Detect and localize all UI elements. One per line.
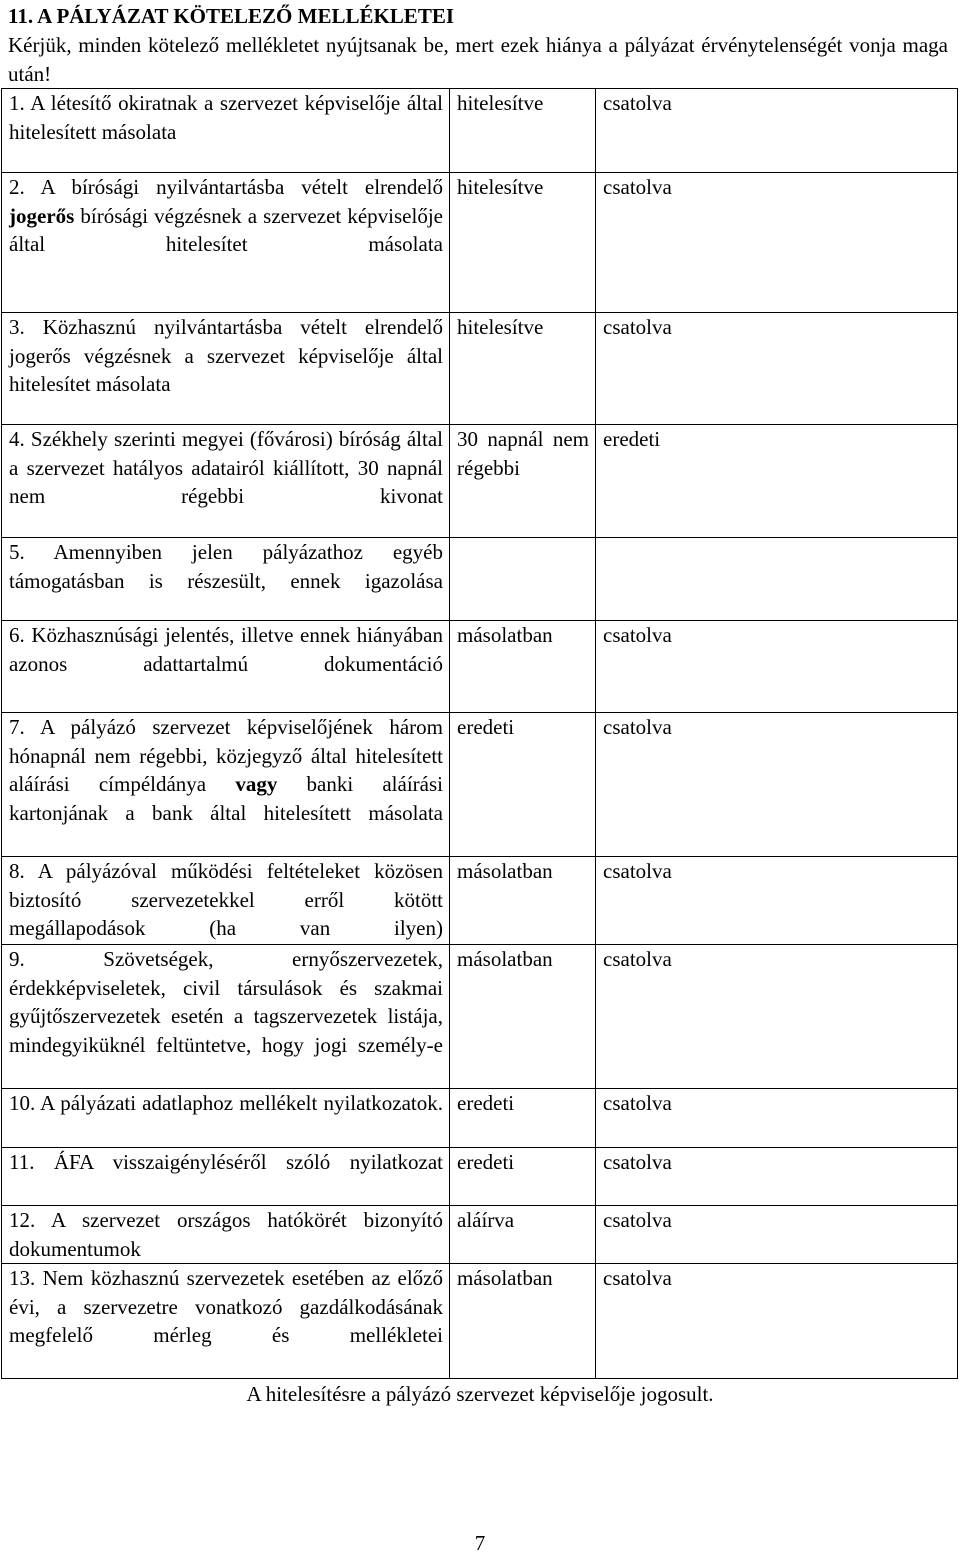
authentication-status: hitelesítve — [450, 313, 596, 425]
attachment-row — [2, 538, 958, 621]
attachment-row — [2, 1089, 958, 1148]
authentication-status: aláírva — [450, 1206, 596, 1264]
authentication-status: másolatban — [450, 1264, 596, 1379]
attachment-description — [2, 425, 450, 538]
authentication-note: A hitelesítésre a pályázó szervezet képviselője jogosult. — [246, 1382, 714, 1406]
attachment-description — [2, 713, 450, 857]
attachment-row — [2, 1206, 958, 1264]
attachment-row — [2, 1264, 958, 1379]
intro-text: Kérjük, minden kötelező mellékletet nyújtsanak be, mert ezek hiánya a pályázat érvénytelenségét vonja maga után! — [8, 33, 948, 86]
description-text: 8. A pályázóval működési feltételeket közösen biztosító szervezetekkel erről kötött megállapodások (ha van ilyen) — [9, 859, 443, 940]
attachment-row — [2, 1148, 958, 1206]
attachment-status: eredeti — [596, 425, 958, 538]
attachment-status: csatolva — [596, 945, 958, 1089]
attachment-row — [2, 313, 958, 425]
attachment-status: csatolva — [596, 621, 958, 713]
description-text: 6. Közhasznúsági jelentés, illetve ennek hiányában azonos adattartalmú dokumentáció — [9, 623, 443, 676]
description-text: 4. Székhely szerinti megyei (fővárosi) bíróság által a szervezet hatályos adatairól kiállított, 30 napnál nem régebbi kivonat — [9, 427, 443, 508]
attachment-status: csatolva — [596, 713, 958, 857]
description-text: 10. A pályázati adatlaphoz mellékelt nyilatkozatok. — [9, 1091, 443, 1115]
description-text: 12. A szervezet országos hatókörét bizonyító dokumentumok — [9, 1208, 443, 1261]
authentication-status: másolatban — [450, 857, 596, 945]
authentication-status: eredeti — [450, 713, 596, 857]
attachment-status — [596, 538, 958, 621]
attachment-status: csatolva — [596, 857, 958, 945]
description-text: 11. ÁFA visszaigényléséről szóló nyilatkozat — [9, 1150, 443, 1174]
description-text: 7. A pályázó szervezet képviselőjének három hónapnál nem régebbi, közjegyző által hitelesített aláírási címpéldánya — [9, 715, 443, 796]
description-text: 13. Nem közhasznú szervezetek esetében az előző évi, a szervezetre vonatkozó gazdálkodásának megfelelő mérleg és mellékletei — [9, 1266, 443, 1347]
attachment-description — [2, 1148, 450, 1206]
attachment-description — [2, 1089, 450, 1148]
attachment-row — [2, 857, 958, 945]
attachment-status: csatolva — [596, 173, 958, 313]
attachment-status: csatolva — [596, 89, 958, 173]
authentication-status: másolatban — [450, 621, 596, 713]
description-text: 2. A bírósági nyilvántartásba vételt elrendelő — [9, 175, 443, 199]
description-text: 3. Közhasznú nyilvántartásba vételt elrendelő jogerős végzésnek a szervezet képviselője által hitelesítet másolata — [9, 315, 443, 396]
attachment-status: csatolva — [596, 1206, 958, 1264]
attachment-description — [2, 1264, 450, 1379]
authentication-status: eredeti — [450, 1089, 596, 1148]
attachment-description — [2, 173, 450, 313]
attachment-status: csatolva — [596, 1089, 958, 1148]
attachment-row — [2, 945, 958, 1089]
attachment-status: csatolva — [596, 1148, 958, 1206]
attachment-status: csatolva — [596, 1264, 958, 1379]
page-number: 7 — [474, 1531, 486, 1555]
attachment-row — [2, 621, 958, 713]
authentication-status: hitelesítve — [450, 173, 596, 313]
attachment-description — [2, 538, 450, 621]
attachment-description — [2, 89, 450, 173]
description-text: bírósági végzésnek a szervezet képviselője által hitelesítet másolata — [9, 203, 443, 256]
emphasis-text: jogerős — [9, 203, 75, 228]
attachments-table — [1, 88, 958, 1379]
attachment-description — [2, 621, 450, 713]
attachment-description — [2, 1206, 450, 1264]
emphasis-text: vagy — [235, 772, 278, 796]
authentication-status: másolatban — [450, 945, 596, 1089]
attachment-row — [2, 425, 958, 538]
attachment-description — [2, 945, 450, 1089]
attachment-row — [2, 173, 958, 313]
description-text: banki aláírási kartonjának a bank által hitelesített másolata — [9, 772, 443, 825]
authentication-status: 30 napnál nem régebbi — [450, 425, 596, 538]
attachment-row — [2, 713, 958, 857]
attachment-row — [2, 89, 958, 173]
description-text: 9. Szövetségek, ernyőszervezetek, érdekképviseletek, civil társulások és szakmai gyűjtőszervezetek esetén a tagszervezetek listája, mindegyiküknél feltüntetve, hogy jogi személy-e — [9, 947, 443, 1057]
attachment-description — [2, 313, 450, 425]
attachment-status: csatolva — [596, 313, 958, 425]
section-title: 11. A PÁLYÁZAT KÖTELEZŐ MELLÉKLETEI — [8, 4, 455, 28]
authentication-status — [450, 538, 596, 621]
authentication-status: hitelesítve — [450, 89, 596, 173]
description-text: 5. Amennyiben jelen pályázathoz egyéb támogatásban is részesült, ennek igazolása — [9, 540, 443, 593]
attachment-description — [2, 857, 450, 945]
description-text: 1. A létesítő okiratnak a szervezet képviselője által hitelesített másolata — [9, 91, 443, 144]
authentication-status: eredeti — [450, 1148, 596, 1206]
